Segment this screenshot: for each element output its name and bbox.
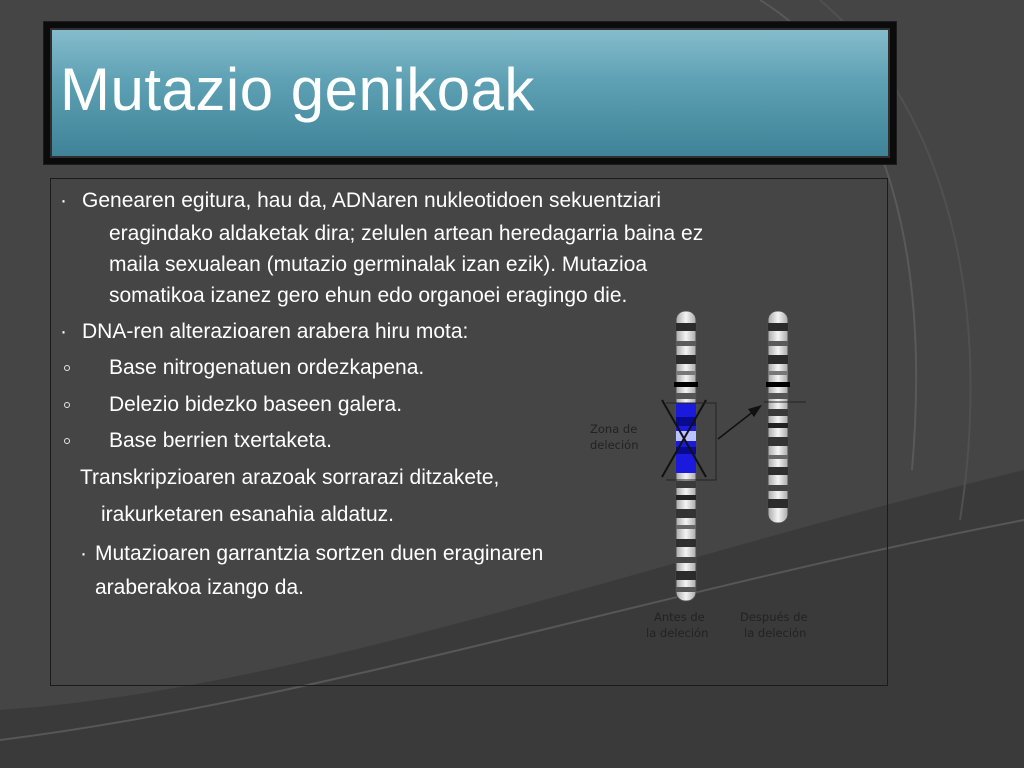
paragraph-1-bullet: · bbox=[60, 189, 67, 212]
paragraph-4-line-1: Mutazioaren garrantzia sortzen duen eraginaren bbox=[95, 542, 544, 565]
chromosome-before bbox=[662, 311, 716, 601]
paragraph-2-bullet: · bbox=[60, 320, 67, 343]
zone-label-2: deleción bbox=[590, 438, 639, 452]
paragraph-1-line-3: maila sexualean (mutazio germinalak izan ezik). Mutazioa bbox=[109, 253, 648, 276]
chromosome-after bbox=[764, 311, 806, 523]
after-label-1: Después de bbox=[740, 610, 808, 624]
paragraph-3-line-2: irakurketaren esanahia aldatuz. bbox=[101, 503, 395, 526]
paragraph-1-line-1: Genearen egitura, hau da, ADNaren nukleotidoen sekuentziari bbox=[82, 189, 662, 212]
circle-bullet-icon bbox=[64, 402, 70, 408]
zone-label-1: Zona de bbox=[590, 422, 638, 436]
type-item-1: Base nitrogenatuen ordezkapena. bbox=[109, 356, 425, 379]
type-item-3: Base berrien txertaketa. bbox=[109, 429, 332, 452]
paragraph-4-line-2: araberakoa izango da. bbox=[95, 576, 304, 599]
before-label-1: Antes de bbox=[654, 610, 705, 624]
paragraph-1-line-2: eragindako aldaketak dira; zelulen artean heredagarria baina ez bbox=[109, 222, 704, 245]
slide-title: Mutazio genikoak bbox=[60, 56, 535, 123]
before-label-2: la deleción bbox=[646, 626, 709, 640]
chromosome-deletion-figure bbox=[580, 305, 840, 645]
type-item-2: Delezio bidezko baseen galera. bbox=[109, 393, 403, 416]
title-frame bbox=[44, 22, 896, 164]
after-label-2: la deleción bbox=[744, 626, 807, 640]
circle-bullet-icon bbox=[64, 438, 70, 444]
paragraph-4-bullet: · bbox=[80, 542, 87, 565]
paragraph-2-text: DNA-ren alterazioaren arabera hiru mota: bbox=[82, 320, 469, 343]
deletion-arrow-icon bbox=[718, 405, 762, 439]
paragraph-3-line-1: Transkripzioaren arazoak sorrarazi ditzakete, bbox=[80, 466, 500, 489]
circle-bullet-icon bbox=[64, 365, 70, 371]
paragraph-1-line-4: somatikoa izanez gero ehun edo organoei eragingo die. bbox=[109, 284, 628, 307]
title-bar bbox=[50, 28, 890, 158]
